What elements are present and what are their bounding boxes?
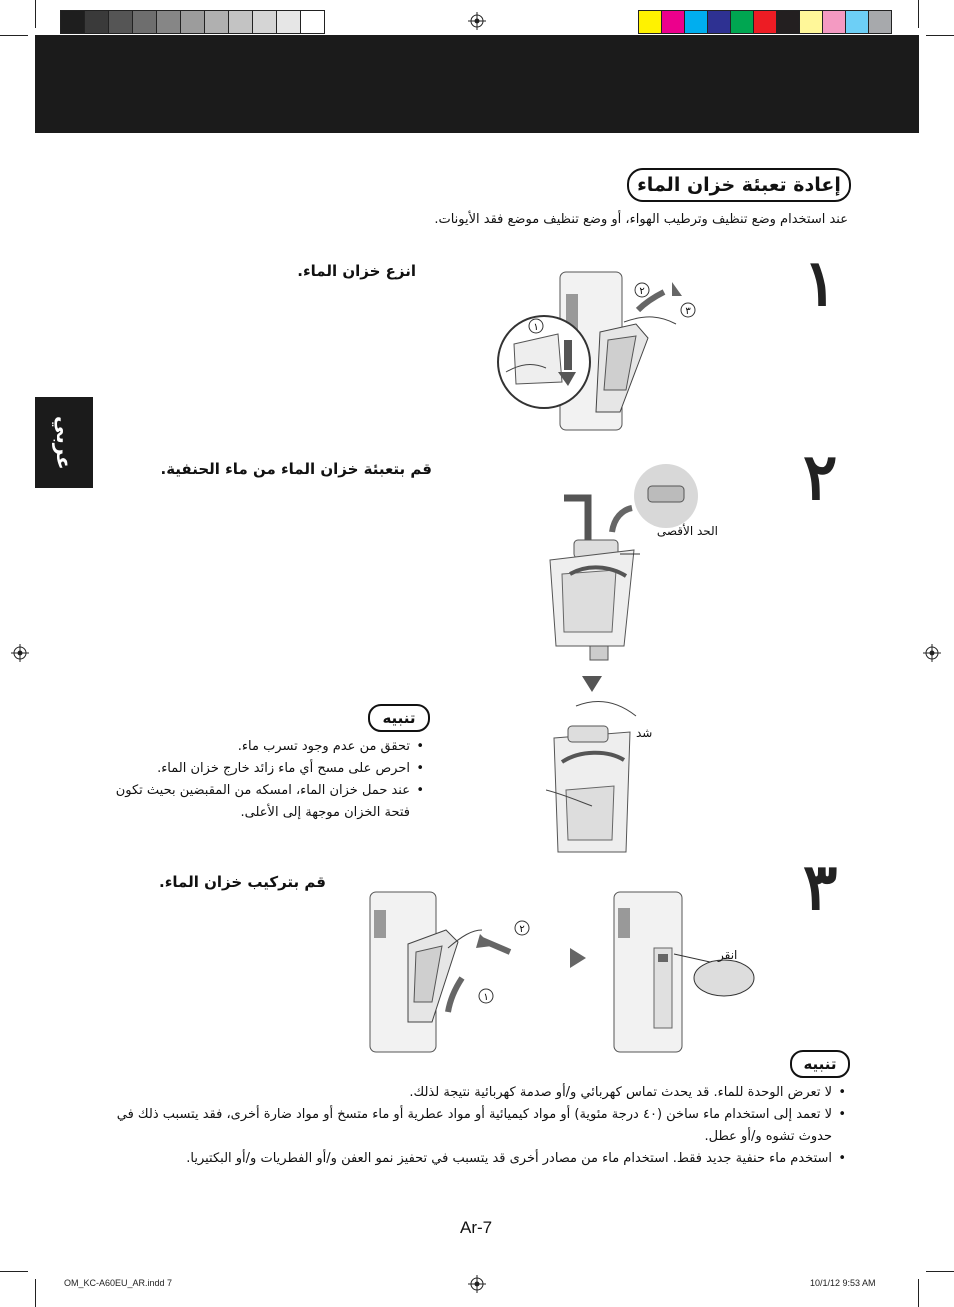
color-swatch (156, 10, 181, 34)
right-arrow-icon (570, 948, 586, 968)
color-swatch (60, 10, 85, 34)
step-number: ١ (803, 246, 838, 321)
caution-item: • عند حمل خزان الماء، امسكه من المقبضين بحيث تكون فتحة الخزان موجهة إلى الأعلى. (110, 780, 424, 824)
crop-mark (918, 1279, 919, 1307)
max-level-callout: الحد الأقصى (656, 524, 718, 538)
section-title: إعادة تعبئة خزان الماء (627, 168, 851, 202)
marker-3: ٣ (685, 306, 691, 317)
step-title: انزع خزان الماء. (297, 262, 416, 280)
color-bar (638, 10, 891, 34)
caution-list (110, 736, 424, 824)
marker-1: ١ (533, 322, 539, 333)
marker-2: ٢ (639, 286, 645, 297)
step-number: ٢ (803, 440, 838, 515)
caution-label: تنبيه (790, 1050, 850, 1078)
down-arrow-icon (582, 676, 602, 692)
color-swatch (799, 10, 823, 34)
crop-mark (918, 0, 919, 28)
installed-unit-illustration (610, 888, 760, 1056)
marker-1: ١ (483, 992, 489, 1003)
install-tank-illustration (362, 872, 532, 1056)
caution-item: • لا تعرض الوحدة للماء. قد يحدث تماس كهربائي و/أو صدمة كهربائية نتيجة لذلك. (104, 1082, 846, 1104)
step-title: قم بتعبئة خزان الماء من ماء الحنفية. (160, 460, 432, 478)
color-swatch (180, 10, 205, 34)
crop-mark (35, 1279, 36, 1307)
color-swatch (204, 10, 229, 34)
caution-item: • احرص على مسح أي ماء زائد خارج خزان الماء. (110, 758, 424, 780)
color-swatch (132, 10, 157, 34)
language-tab (35, 397, 93, 488)
crop-mark (0, 1271, 28, 1272)
caution-item: • استخدم ماء حنفية جديد فقط. استخدام ماء من مصادر أخرى قد يتسبب في تحفيز نمو العفن و/أو الفطريات و/أو البكتيريا. (104, 1148, 846, 1170)
marker-2: ٢ (519, 924, 525, 935)
color-swatch (228, 10, 253, 34)
color-swatch (822, 10, 846, 34)
color-swatch (730, 10, 754, 34)
language-tab-label: عربي (52, 415, 76, 470)
click-callout: انقر (718, 948, 738, 962)
tighten-callout: شد (636, 726, 653, 740)
caution-item: • لا تعمد إلى استخدام ماء ساخن (٤٠ درجة مئوية) أو مواد كيميائية أو مواد عطرية أو ماء متسخ أو مواد ضارة أخرى، فقد يتسبب ذلك في حدوث تشوه و/أو عطل. (104, 1104, 846, 1148)
caution-label: تنبيه (368, 704, 430, 732)
caution-list (104, 1082, 846, 1170)
registration-mark-icon (11, 644, 29, 662)
crop-mark (35, 0, 36, 28)
registration-mark-icon (468, 1275, 486, 1293)
registration-mark-icon (923, 644, 941, 662)
color-swatch (661, 10, 685, 34)
color-swatch (252, 10, 277, 34)
page-number: Ar-7 (460, 1218, 493, 1237)
crop-mark (926, 35, 954, 36)
color-swatch (276, 10, 301, 34)
grayscale-bar (60, 10, 324, 34)
color-swatch (108, 10, 133, 34)
footer-filename: OM_KC-A60EU_AR.indd 7 (64, 1278, 173, 1288)
color-swatch (845, 10, 869, 34)
registration-mark-icon (468, 12, 486, 30)
footer-timestamp: 10/1/12 9:53 AM (810, 1278, 876, 1288)
caution-item: • تحقق من عدم وجود تسرب ماء. (110, 736, 424, 758)
step-title: قم بتركيب خزان الماء. (159, 873, 326, 891)
crop-mark (0, 35, 28, 36)
color-swatch (300, 10, 325, 34)
remove-tank-illustration (496, 262, 706, 434)
color-swatch (776, 10, 800, 34)
header-bar (35, 35, 919, 133)
color-swatch (84, 10, 109, 34)
color-swatch (684, 10, 708, 34)
color-swatch (638, 10, 662, 34)
step-number: ٣ (803, 850, 838, 925)
color-swatch (707, 10, 731, 34)
fill-tank-illustration (540, 462, 720, 670)
close-cap-illustration (546, 698, 638, 856)
color-swatch (753, 10, 777, 34)
crop-mark (926, 1271, 954, 1272)
section-intro: عند استخدام وضع تنظيف وترطيب الهواء، أو وضع تنظيف موضع فقد الأيونات. (434, 212, 848, 227)
color-swatch (868, 10, 892, 34)
